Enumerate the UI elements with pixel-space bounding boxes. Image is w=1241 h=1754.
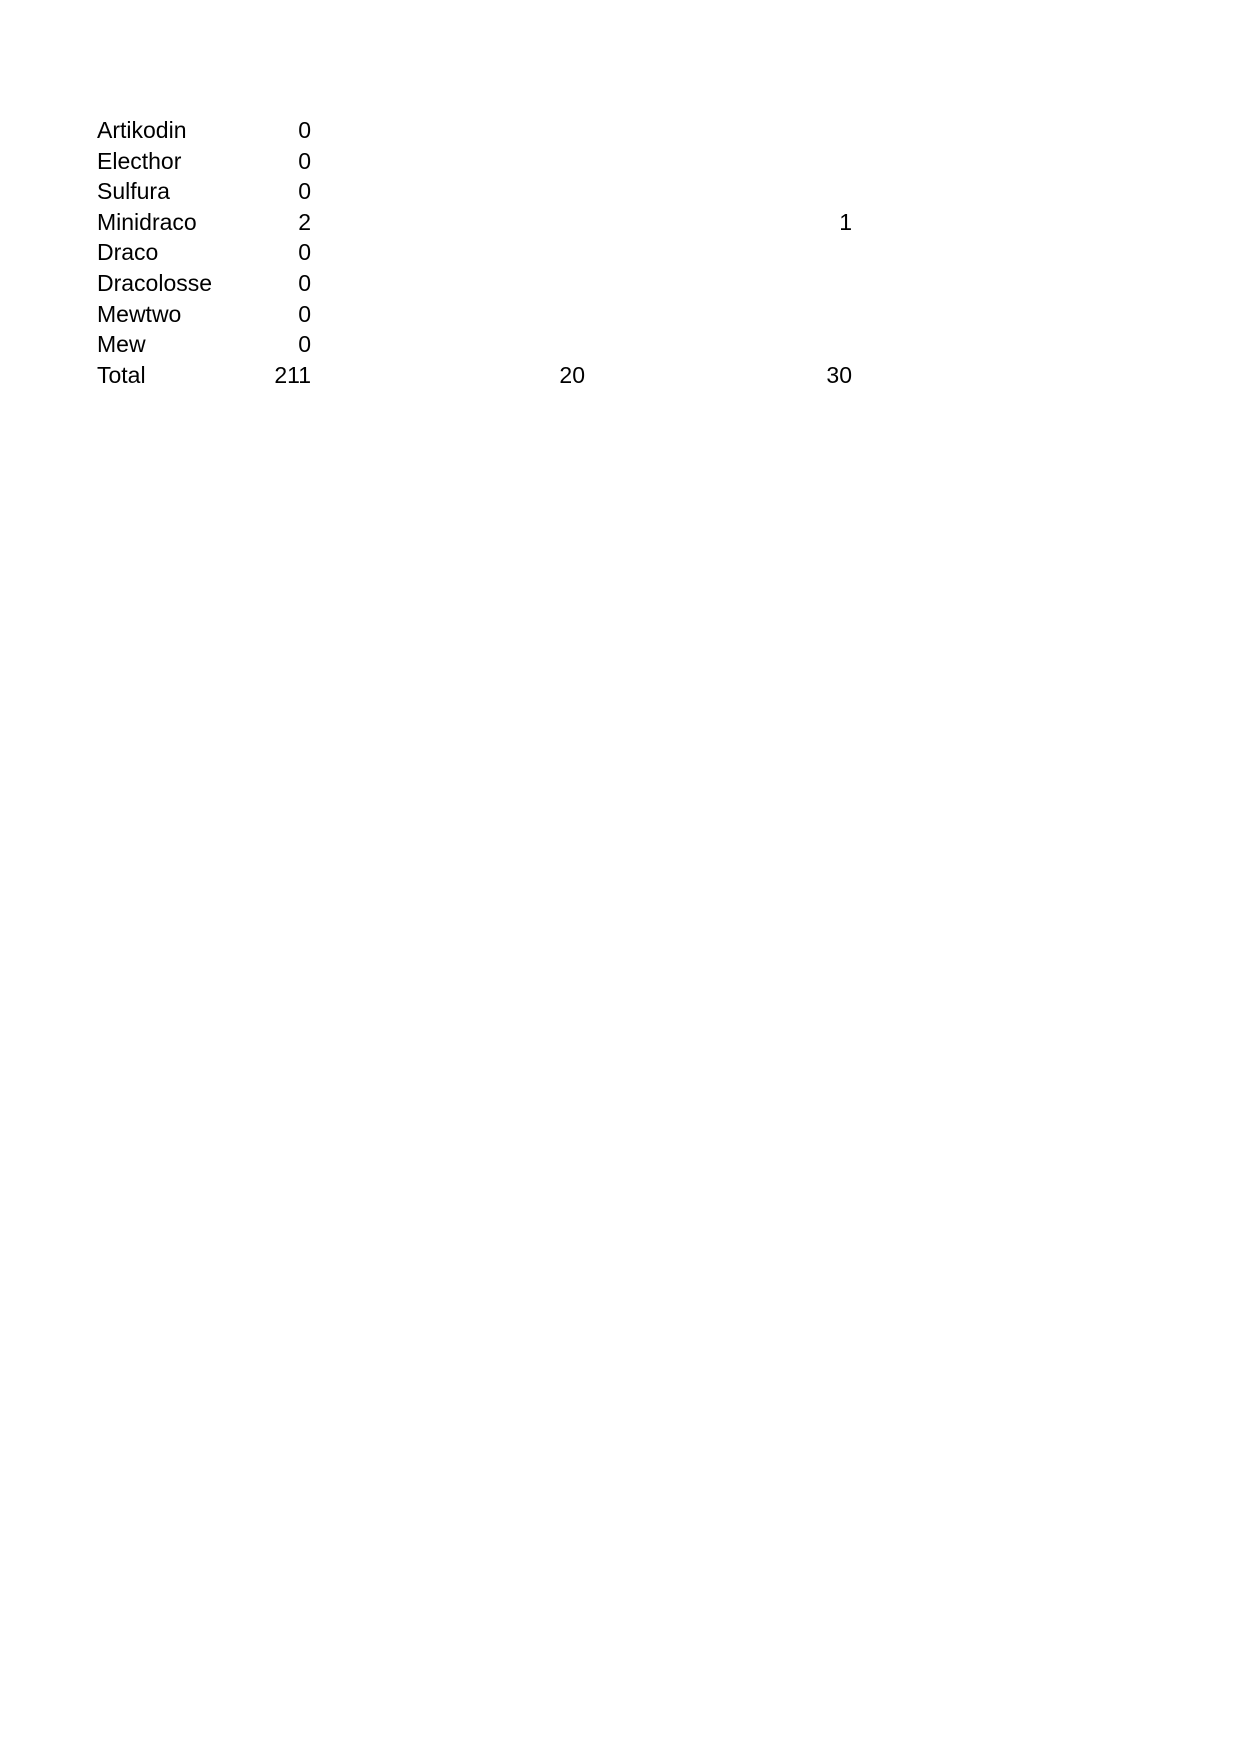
pokemon-count-table [97, 115, 852, 390]
table-row [97, 299, 852, 330]
count-cell-b: 0 [298, 239, 311, 266]
table-row [97, 146, 852, 177]
table-row [97, 176, 852, 207]
count-cell-c [311, 237, 585, 268]
pokemon-name-cell: Artikodin [97, 117, 187, 143]
table-row [97, 268, 852, 299]
count-cell-d [585, 329, 852, 360]
count-cell-d [585, 115, 852, 146]
pokemon-name-cell: Minidraco [97, 208, 197, 235]
count-cell-b: 0 [298, 331, 311, 358]
count-cell-c [311, 329, 585, 360]
count-cell-b: 0 [298, 178, 311, 205]
pokemon-name-cell: Mew [97, 331, 146, 358]
pokemon-name-cell: Dracolosse [97, 269, 213, 296]
count-cell-d [585, 237, 852, 268]
table-row [97, 115, 852, 146]
total-count-cell-c: 20 [559, 361, 585, 388]
count-cell-d: 1 [839, 208, 852, 235]
count-cell-d [585, 146, 852, 177]
total-count-cell-b: 211 [274, 361, 311, 388]
count-cell-d [585, 268, 852, 299]
table-row [97, 237, 852, 268]
count-cell-b: 0 [298, 269, 311, 296]
total-count-cell-d: 30 [826, 361, 852, 388]
count-cell-c [311, 207, 585, 238]
count-cell-c [311, 268, 585, 299]
pokemon-name-cell: Sulfura [97, 178, 170, 205]
count-cell-b: 0 [298, 300, 311, 327]
count-cell-c [311, 115, 585, 146]
pokemon-name-cell: Draco [97, 239, 159, 266]
count-cell-c [311, 299, 585, 330]
count-cell-d [585, 299, 852, 330]
pokemon-name-cell: Electhor [97, 147, 182, 174]
count-cell-b: 0 [298, 117, 311, 143]
table-row total-row [97, 360, 852, 391]
table-row [97, 207, 852, 238]
count-cell-b: 2 [298, 208, 311, 235]
count-cell-c [311, 176, 585, 207]
count-cell-c [311, 146, 585, 177]
count-cell-b: 0 [298, 147, 311, 174]
count-cell-d [585, 176, 852, 207]
pokemon-name-cell: Mewtwo [97, 300, 182, 327]
total-label-cell: Total [97, 361, 146, 388]
table-row [97, 329, 852, 360]
